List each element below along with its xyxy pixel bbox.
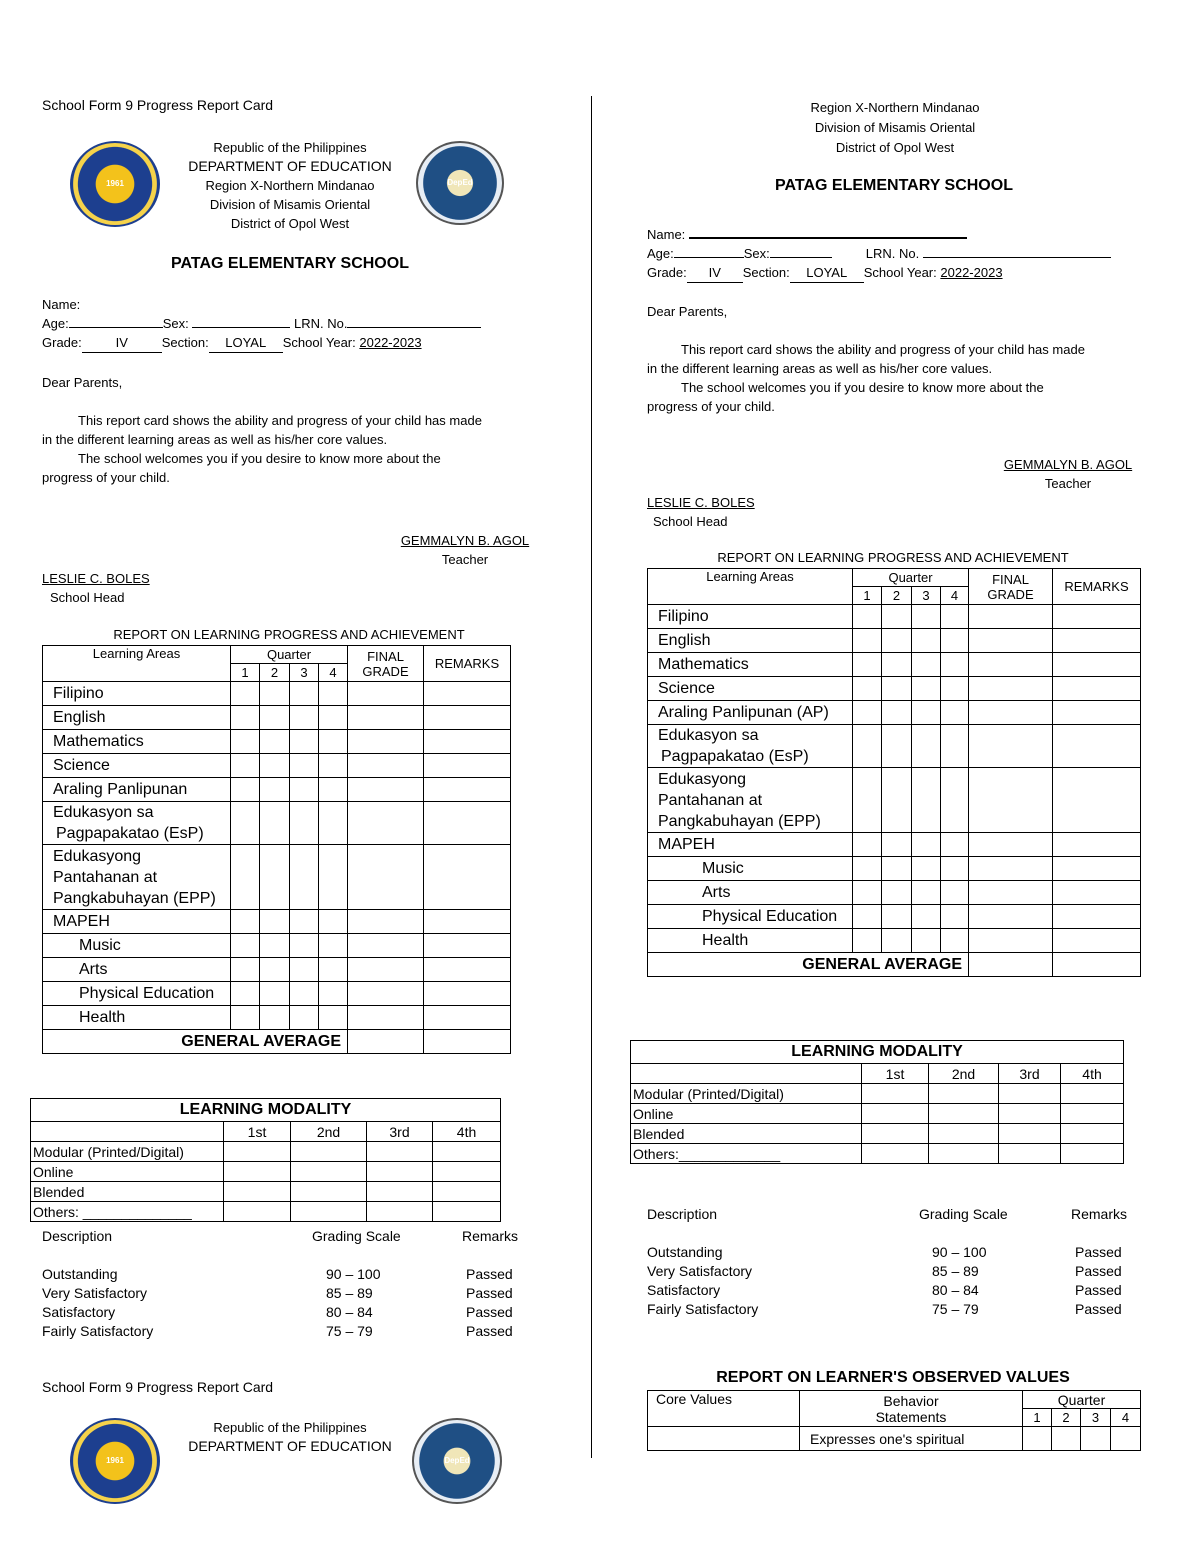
table-row: Arts [648,881,1141,905]
name-label: Name: [42,297,81,312]
section-value: LOYAL [209,333,283,353]
table-row: Health [648,929,1141,953]
table-row: Edukasyong Pantahanan at Pangkabuhayan (EPP) [648,768,1141,833]
teacher-title: Teacher [441,552,489,567]
left-modality-table: LEARNING MODALITY 1st 2nd 3rd 4th Modular (Printed/Digital) Online Blended Others: ______________ [30,1098,501,1222]
left-letter [42,373,542,487]
table-row: MAPEH [43,910,511,934]
grade-value: IV [82,333,162,353]
left-progress-table [42,645,511,1054]
section-label: Section: [161,335,209,350]
right-sex-field[interactable] [770,245,832,258]
lrn-label: LRN. No. [294,316,348,331]
table-row: Very Satisfactory 85 – 89 Passed [42,1284,513,1301]
deped-seal-logo: DepEd [416,141,504,225]
table-row: Physical Education [43,982,511,1006]
table-row: Blended [631,1124,1124,1144]
general-average-row: GENERAL AVERAGE [648,953,1141,977]
col-learning-areas: Learning Areas [43,646,231,682]
form-title: School Form 9 Progress Report Card [42,97,274,113]
left-school-name: PATAG ELEMENTARY SCHOOL [171,255,409,272]
table-row: Fairly Satisfactory 75 – 79 Passed [42,1322,513,1339]
head-title: School Head [50,590,125,605]
table-row: Edukasyon sa Pagpapakatao (EsP) [648,725,1141,768]
table-row: Modular (Printed/Digital) [31,1142,501,1162]
letter-p1-line1: This report card shows the ability and progress of your child has made [78,413,482,428]
table-row: Araling Panlipunan (AP) [648,701,1141,725]
right-school-name: PATAG ELEMENTARY SCHOOL [775,177,1013,194]
table-row: Others:_____________ [631,1144,1124,1164]
table-row: Filipino [43,682,511,706]
table-row: Arts [43,958,511,982]
table-row: Araling Panlipunan [43,778,511,802]
left-head-signature [42,569,150,607]
left-teacher-signature [390,531,540,569]
col-core-values: Core Values [648,1391,800,1427]
age-field[interactable] [69,315,163,328]
school-seal-logo: 1961 [70,141,160,227]
school-year-value: 2022-2023 [359,335,422,350]
table-row: Online [631,1104,1124,1124]
modality-title: LEARNING MODALITY [31,1099,501,1122]
col-final-grade: FINAL GRADE [348,646,424,682]
right-progress-title: REPORT ON LEARNING PROGRESS AND ACHIEVEMENT [717,550,1069,565]
school-seal-logo-repeat: 1961 [70,1418,160,1504]
left-progress-title: REPORT ON LEARNING PROGRESS AND ACHIEVEMENT [113,627,465,642]
salutation: Dear Parents, [42,375,123,390]
table-row: Science [648,677,1141,701]
teacher-name: GEMMALYN B. AGOL [400,533,530,548]
header-division: Division of Misamis Oriental [209,197,371,212]
letter-p2-line2: progress of your child. [42,470,170,485]
table-row: Expresses one's spiritual [648,1427,1141,1451]
right-letter: Dear Parents, This report card shows the ability and progress of your child has made in the different learning areas as well as his/her core values. The school welcomes you if you desire to know more about the progress of your child. [647,304,1085,414]
header-district: District of Opol West [230,216,350,231]
table-row: Satisfactory 80 – 84 Passed [42,1303,513,1320]
header-department: DEPARTMENT OF EDUCATION [188,158,392,174]
quarter-1: 1 [231,664,260,682]
letter-p2-line1: The school welcomes you if you desire to know more about the [78,451,441,466]
age-label: Age: [42,316,69,331]
col-quarter: Quarter [231,646,348,664]
right-lrn-field[interactable] [923,245,1111,258]
table-row: Edukasyon sa Pagpapakatao (EsP) [43,802,511,845]
letter-p1-line2: in the different learning areas as well as his/her core values. [42,432,388,447]
left-student-info [42,295,481,353]
left-header [160,138,420,233]
right-grading-scale: Description Grading Scale Remarks Outstanding 90 – 100 Passed Very Satisfactory 85 – 89 Passed Satisfactory 80 – 84 Passed Fairly Satisfactory 75 – 79 Passed [647,1204,1139,1318]
sex-label: Sex: [162,316,189,331]
grade-label: Grade: [42,335,82,350]
deped-seal-logo-repeat: DepEd [412,1418,502,1504]
quarter-3: 3 [290,664,319,682]
right-teacher-signature: GEMMALYN B. AGOL Teacher [1003,457,1133,491]
left-header-repeat: Republic of the Philippines DEPARTMENT OF EDUCATION [188,1420,392,1454]
table-row: Fairly Satisfactory 75 – 79 Passed [647,1300,1122,1317]
col-behavior: Behavior Statements [800,1391,1023,1427]
right-progress-table: Learning Areas Quarter FINAL GRADE REMARKS 1 2 3 4 Filipino English Mathematics Science Araling Panlipunan (AP) Edukasyon sa Pagpapakatao (EsP) Edukasyong Pantahanan at Pangkabuhayan (EPP) MAPEH Music Arts Physical Education Health GENERAL AVERAGE [647,568,1141,977]
table-row: MAPEH [648,833,1141,857]
table-row: Modular (Printed/Digital) [631,1084,1124,1104]
values-table: Core Values Behavior Statements Quarter 1 2 3 4 Expresses one's spiritual [647,1390,1141,1451]
right-modality-table: LEARNING MODALITY 1st 2nd 3rd 4th Modular (Printed/Digital) Online Blended Others:_____________ [630,1040,1124,1164]
table-row: Mathematics [648,653,1141,677]
table-row: Outstanding 90 – 100 Passed [647,1243,1122,1260]
values-title: REPORT ON LEARNER'S OBSERVED VALUES [716,1369,1070,1386]
right-age-field[interactable] [674,245,744,258]
table-row: Edukasyong Pantahanan at Pangkabuhayan (EPP) [43,845,511,910]
table-row: English [43,706,511,730]
right-header: Region X-Northern Mindanao Division of Misamis Oriental District of Opol West [810,100,980,155]
page-divider [591,96,592,1458]
table-row: Mathematics [43,730,511,754]
school-year-label: School Year: [282,335,356,350]
general-average-row: GENERAL AVERAGE [43,1030,511,1054]
form-title-repeat: School Form 9 Progress Report Card [42,1379,274,1395]
col-remarks: REMARKS [424,646,511,682]
table-row: Online [31,1162,501,1182]
table-row: Outstanding 90 – 100 Passed [42,1265,513,1282]
table-row: Filipino [648,605,1141,629]
quarter-4: 4 [319,664,348,682]
lrn-field[interactable] [347,315,481,328]
right-name-field[interactable] [689,225,967,239]
table-row: Health [43,1006,511,1030]
quarter-2: 2 [260,664,290,682]
right-student-info: Name: Age: Sex: LRN. No. Grade: IV Section: LOYAL School Year: 2022-2023 [647,225,1111,283]
table-row: Very Satisfactory 85 – 89 Passed [647,1262,1122,1279]
table-row: Science [43,754,511,778]
col-values-quarter: Quarter [1023,1391,1141,1409]
table-row: Others: ______________ [31,1202,501,1222]
table-row: Blended [31,1182,501,1202]
header-republic: Republic of the Philippines [213,140,367,155]
head-name: LESLIE C. BOLES [42,571,150,586]
right-head-signature: LESLIE C. BOLES School Head [647,495,755,529]
table-row: Physical Education [648,905,1141,929]
table-row: Satisfactory 80 – 84 Passed [647,1281,1122,1298]
header-region: Region X-Northern Mindanao [205,178,375,193]
left-grading-scale: Description Grading Scale Remarks Outstanding 90 – 100 Passed Very Satisfactory 85 – 89 Passed Satisfactory 80 – 84 Passed Fairly Satisfactory 75 – 79 Passed [42,1226,532,1340]
table-row: English [648,629,1141,653]
sex-field[interactable] [192,315,290,328]
table-row: Music [648,857,1141,881]
table-row: Music [43,934,511,958]
